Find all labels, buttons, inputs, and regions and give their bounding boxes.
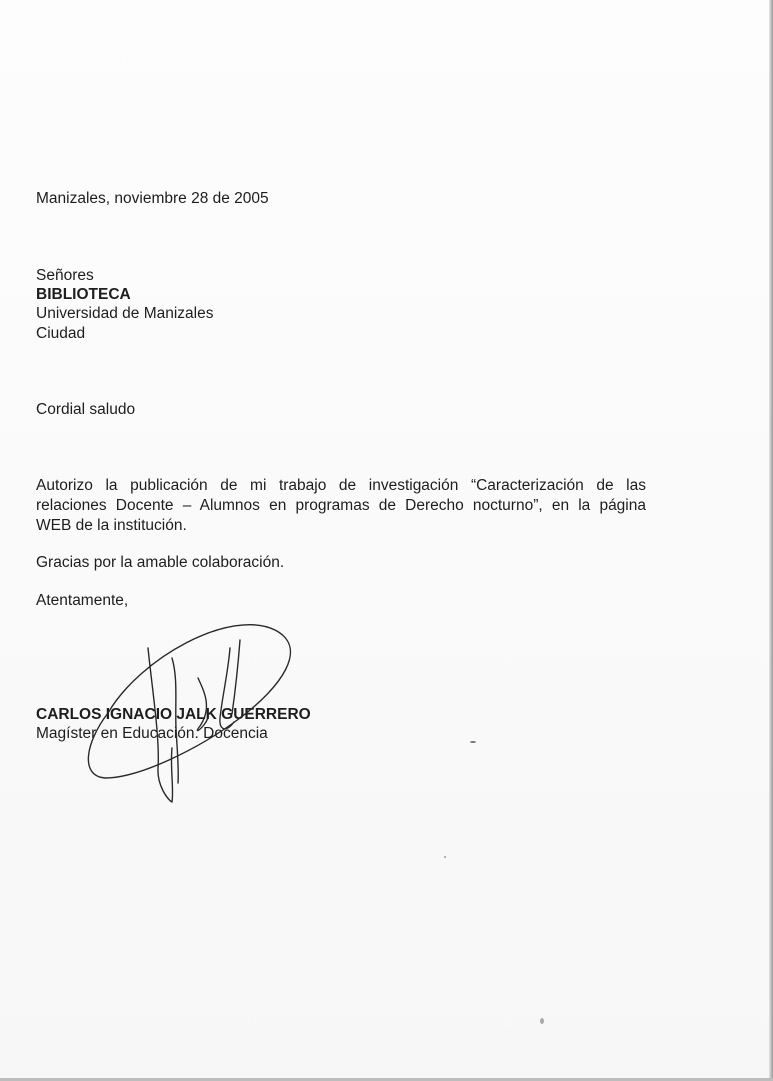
scan-speck bbox=[540, 1018, 544, 1024]
body-paragraph bbox=[36, 476, 646, 536]
place-date: Manizales, noviembre 28 de 2005 bbox=[36, 190, 269, 207]
page-edge-shadow bbox=[769, 0, 773, 1081]
recipient-city: Ciudad bbox=[36, 325, 86, 342]
greeting: Cordial saludo bbox=[36, 401, 136, 418]
closing-line: Atentamente, bbox=[36, 592, 129, 609]
body-line: relaciones Docente – Alumnos en programas de Derecho nocturno”, en la página bbox=[36, 497, 646, 514]
signer-title: Magíster en Educación. Docencia bbox=[36, 725, 268, 742]
body-line: Autorizo la publicación de mi trabajo de investigación “Caracterización de las bbox=[36, 477, 646, 494]
thanks-line: Gracias por la amable colaboración. bbox=[36, 554, 285, 571]
scan-speck bbox=[444, 856, 446, 858]
scan-speck bbox=[470, 741, 476, 743]
recipient-salutation: Señores bbox=[36, 267, 94, 284]
recipient-institution: Universidad de Manizales bbox=[36, 305, 214, 322]
signer-name: CARLOS IGNACIO JALK GUERRERO bbox=[36, 706, 311, 723]
recipient-name: BIBLIOTECA bbox=[36, 286, 131, 303]
body-line: WEB de la institución. bbox=[36, 517, 187, 534]
